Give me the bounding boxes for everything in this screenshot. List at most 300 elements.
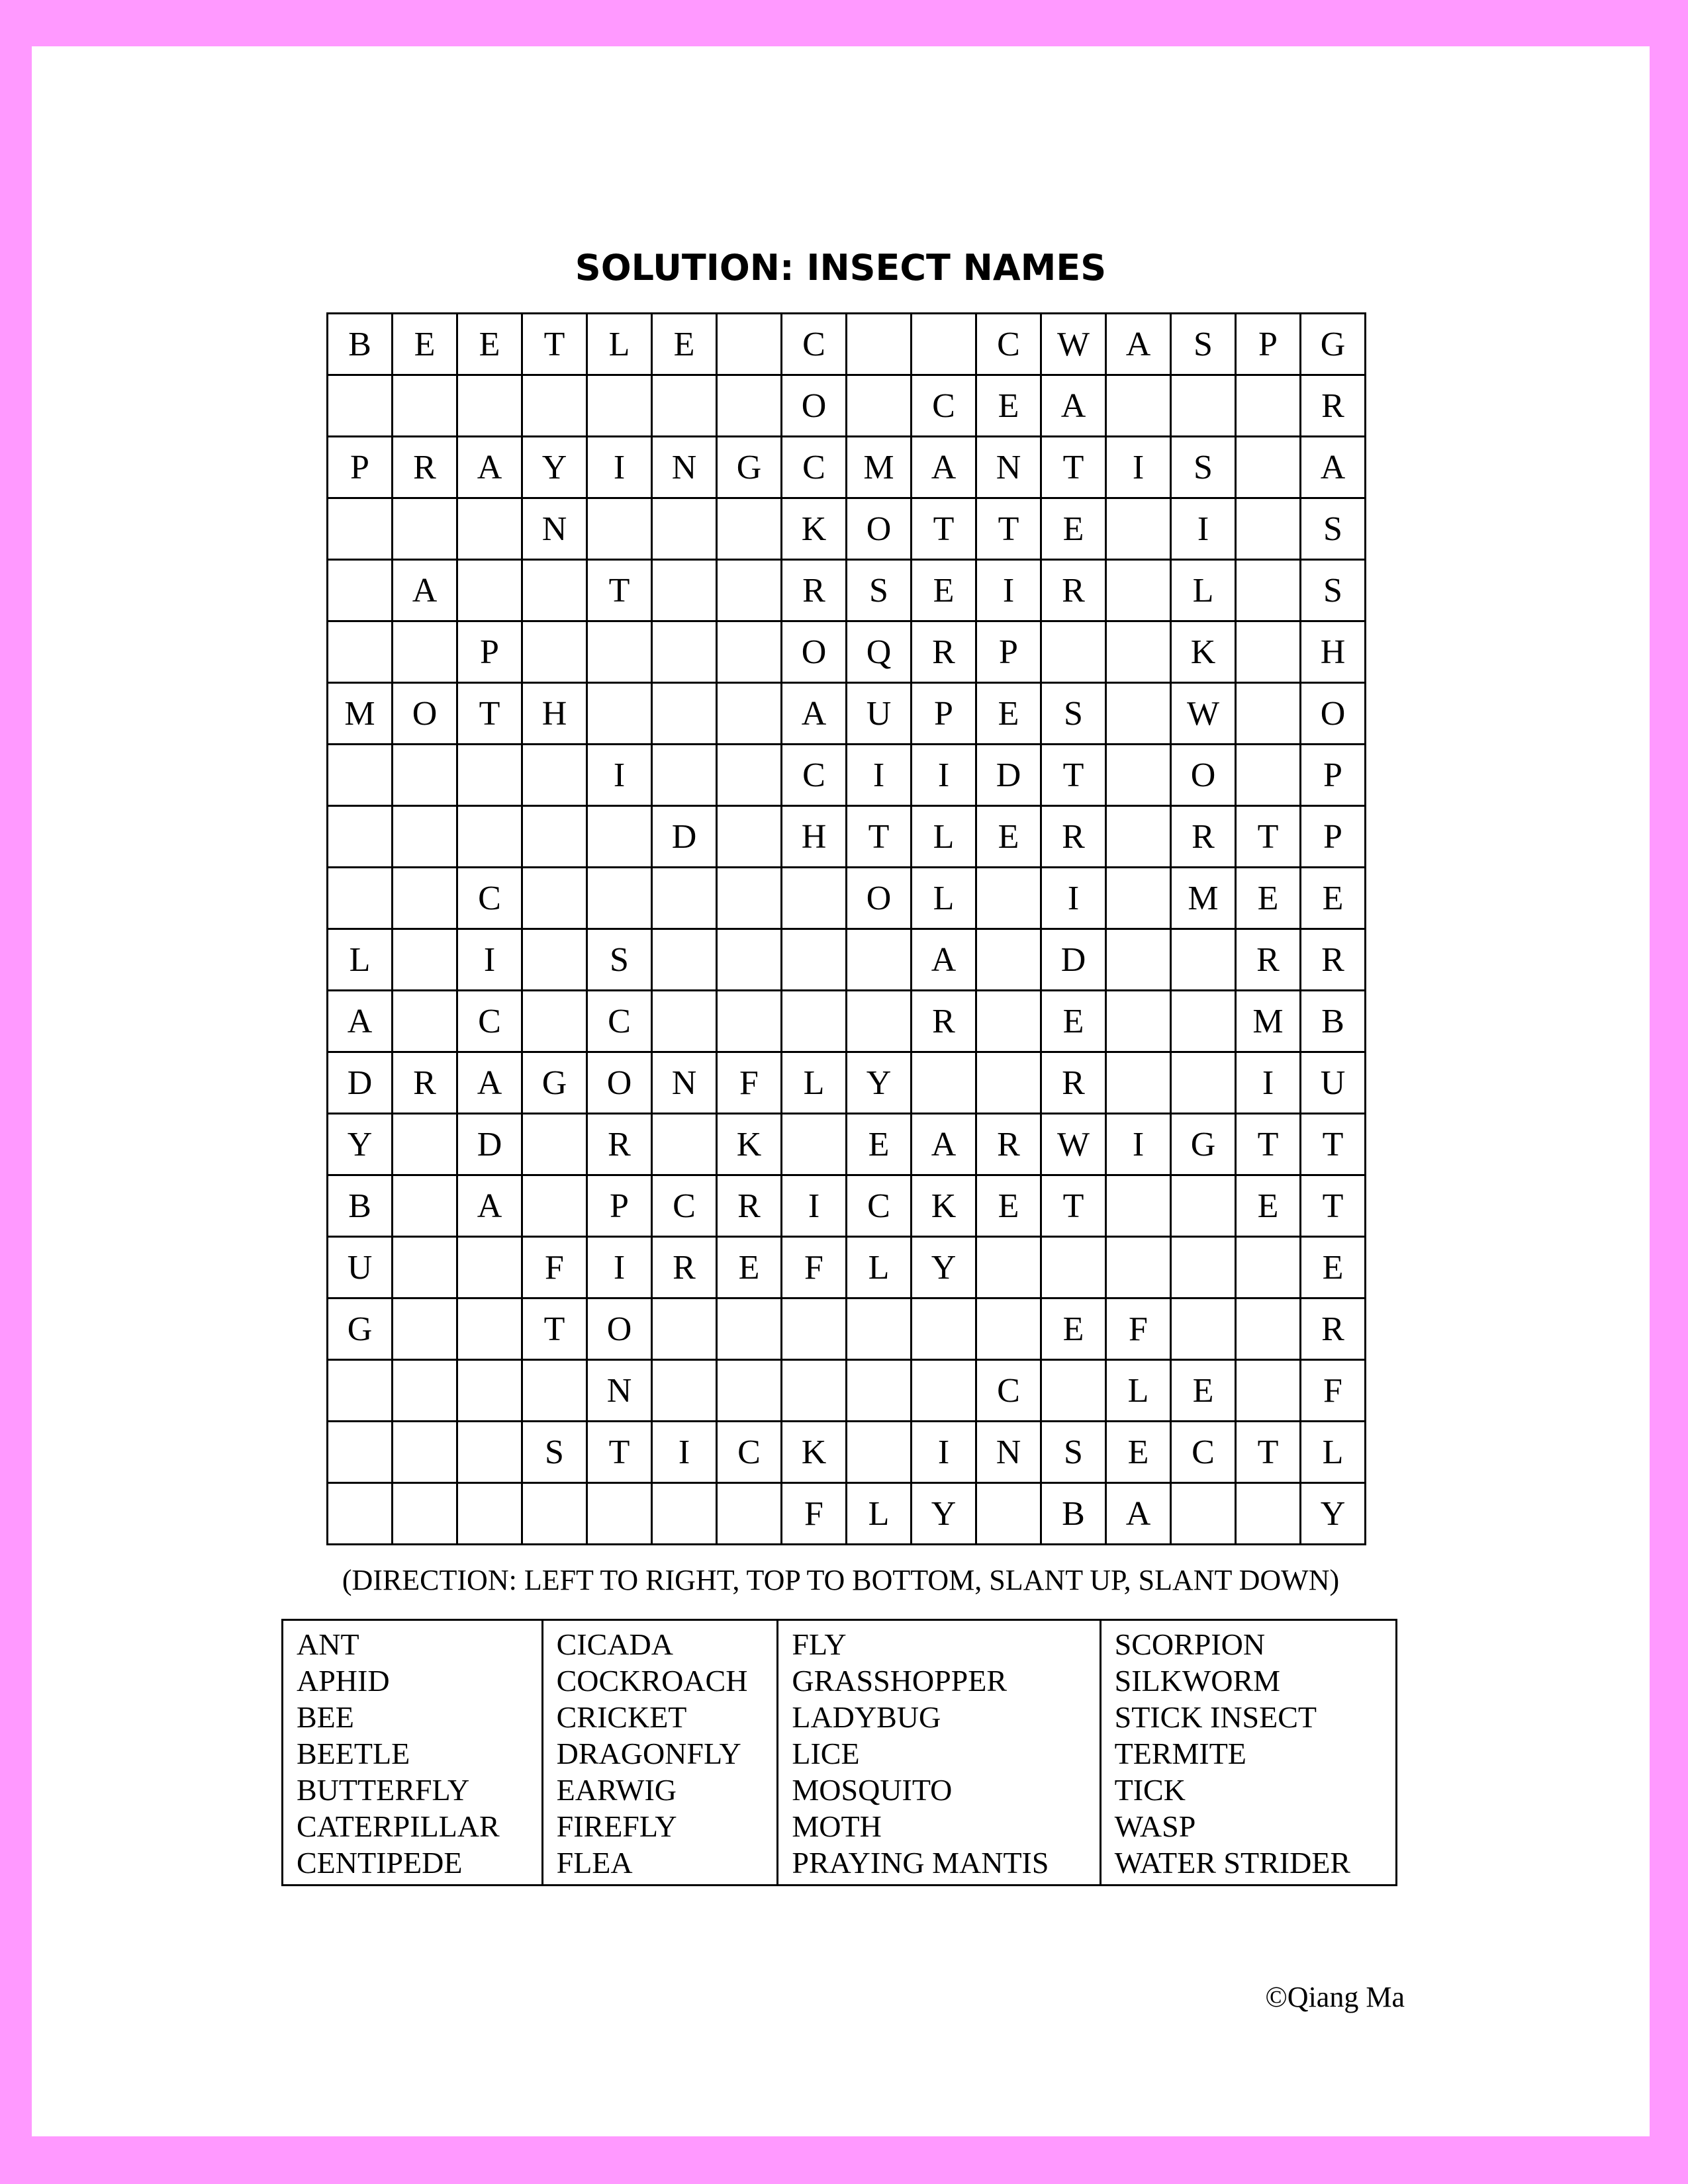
grid-cell: [328, 1483, 393, 1545]
grid-cell: H: [522, 683, 587, 745]
grid-cell: [457, 1360, 522, 1422]
grid-cell: N: [652, 1052, 717, 1114]
grid-cell: U: [847, 683, 912, 745]
grid-cell: [457, 1483, 522, 1545]
grid-cell: Q: [847, 621, 912, 683]
grid-cell: [457, 745, 522, 806]
word-item: BEETLE: [297, 1737, 410, 1770]
word-item: LADYBUG: [792, 1700, 941, 1734]
grid-cell: [912, 1298, 976, 1360]
grid-cell: [522, 560, 587, 621]
grid-cell: [652, 560, 717, 621]
grid-cell: I: [1106, 437, 1171, 498]
word-item: STICK INSECT: [1114, 1700, 1317, 1734]
grid-cell: R: [1041, 560, 1106, 621]
grid-cell: D: [457, 1114, 522, 1175]
grid-cell: C: [587, 991, 652, 1052]
grid-cell: [652, 621, 717, 683]
grid-cell: E: [1301, 1237, 1366, 1298]
grid-cell: C: [976, 1360, 1041, 1422]
grid-cell: M: [1236, 991, 1301, 1052]
grid-cell: W: [1041, 1114, 1106, 1175]
grid-cell: Y: [847, 1052, 912, 1114]
grid-cell: [393, 1298, 457, 1360]
word-column: [283, 1621, 543, 1884]
grid-cell: O: [587, 1298, 652, 1360]
grid-cell: S: [1041, 1422, 1106, 1483]
grid-cell: C: [782, 437, 847, 498]
grid-cell: S: [1301, 560, 1366, 621]
grid-cell: O: [587, 1052, 652, 1114]
grid-cell: S: [1301, 498, 1366, 560]
grid-cell: K: [782, 1422, 847, 1483]
grid-cell: [1236, 560, 1301, 621]
grid-cell: [587, 683, 652, 745]
grid-cell: [976, 1298, 1041, 1360]
grid-cell: K: [782, 498, 847, 560]
grid-cell: W: [1041, 314, 1106, 375]
grid-cell: [652, 1298, 717, 1360]
grid-cell: [847, 375, 912, 437]
grid-cell: R: [717, 1175, 782, 1237]
grid-cell: C: [976, 314, 1041, 375]
grid-row: [328, 314, 1366, 375]
grid-cell: T: [847, 806, 912, 868]
grid-cell: [328, 498, 393, 560]
grid-cell: G: [522, 1052, 587, 1114]
grid-cell: [1106, 1175, 1171, 1237]
grid-cell: D: [1041, 929, 1106, 991]
grid-cell: [976, 929, 1041, 991]
grid-cell: [976, 1052, 1041, 1114]
grid-cell: A: [1301, 437, 1366, 498]
grid-cell: E: [1041, 498, 1106, 560]
grid-cell: L: [782, 1052, 847, 1114]
grid-cell: [652, 1483, 717, 1545]
grid-cell: [717, 929, 782, 991]
grid-cell: [652, 498, 717, 560]
grid-cell: [457, 498, 522, 560]
grid-cell: [457, 1422, 522, 1483]
grid-cell: [652, 1114, 717, 1175]
grid-cell: Y: [1301, 1483, 1366, 1545]
grid-cell: [1106, 1052, 1171, 1114]
grid-cell: [393, 929, 457, 991]
grid-cell: I: [1236, 1052, 1301, 1114]
word-item: TICK: [1114, 1773, 1186, 1807]
grid-cell: B: [328, 314, 393, 375]
grid-cell: [522, 1175, 587, 1237]
grid-cell: [1171, 991, 1236, 1052]
word-item: FLEA: [556, 1846, 633, 1880]
word-item: DRAGONFLY: [556, 1737, 741, 1770]
grid-cell: E: [1171, 1360, 1236, 1422]
grid-cell: [1236, 683, 1301, 745]
grid-cell: [328, 621, 393, 683]
grid-cell: [587, 1483, 652, 1545]
grid-cell: [587, 868, 652, 929]
grid-cell: E: [652, 314, 717, 375]
grid-row: [328, 560, 1366, 621]
grid-cell: [1106, 375, 1171, 437]
grid-cell: S: [522, 1422, 587, 1483]
grid-cell: T: [1301, 1114, 1366, 1175]
grid-cell: [1171, 929, 1236, 991]
grid-cell: [1106, 498, 1171, 560]
grid-cell: [782, 991, 847, 1052]
grid-cell: E: [457, 314, 522, 375]
grid-cell: [1236, 1298, 1301, 1360]
grid-cell: [782, 1114, 847, 1175]
grid-cell: [652, 375, 717, 437]
word-item: WASP: [1114, 1809, 1196, 1843]
grid-cell: [652, 683, 717, 745]
grid-cell: R: [652, 1237, 717, 1298]
grid-cell: [1106, 991, 1171, 1052]
grid-cell: A: [328, 991, 393, 1052]
grid-cell: P: [976, 621, 1041, 683]
grid-cell: E: [976, 375, 1041, 437]
word-item: MOSQUITO: [792, 1773, 953, 1807]
grid-cell: [976, 991, 1041, 1052]
word-item: BUTTERFLY: [297, 1773, 470, 1807]
grid-cell: S: [1171, 437, 1236, 498]
word-item: SILKWORM: [1114, 1664, 1281, 1698]
grid-cell: [1041, 621, 1106, 683]
grid-cell: [522, 991, 587, 1052]
grid-cell: [393, 1237, 457, 1298]
grid-cell: T: [912, 498, 976, 560]
grid-cell: [1171, 1483, 1236, 1545]
grid-cell: C: [457, 991, 522, 1052]
grid-cell: [587, 375, 652, 437]
grid-cell: O: [782, 375, 847, 437]
grid-cell: N: [976, 437, 1041, 498]
grid-cell: R: [912, 991, 976, 1052]
word-item: CRICKET: [556, 1700, 687, 1734]
grid-cell: Y: [912, 1237, 976, 1298]
grid-cell: [976, 1237, 1041, 1298]
word-item: CENTIPEDE: [297, 1846, 463, 1880]
grid-cell: [328, 1360, 393, 1422]
grid-cell: A: [912, 1114, 976, 1175]
grid-cell: M: [847, 437, 912, 498]
grid-cell: O: [847, 868, 912, 929]
grid-cell: A: [1106, 314, 1171, 375]
grid-cell: E: [1236, 1175, 1301, 1237]
grid-cell: I: [912, 1422, 976, 1483]
grid-cell: N: [522, 498, 587, 560]
grid-cell: K: [1171, 621, 1236, 683]
grid-row: [328, 1298, 1366, 1360]
grid-row: [328, 621, 1366, 683]
grid-cell: S: [1171, 314, 1236, 375]
grid-cell: C: [717, 1422, 782, 1483]
word-list: [281, 1619, 1397, 1886]
word-item: MOTH: [792, 1809, 882, 1843]
grid-cell: T: [1301, 1175, 1366, 1237]
grid-cell: H: [1301, 621, 1366, 683]
grid-cell: [393, 498, 457, 560]
grid-cell: T: [1041, 745, 1106, 806]
word-item: TERMITE: [1114, 1737, 1246, 1770]
grid-row: [328, 806, 1366, 868]
grid-cell: S: [1041, 683, 1106, 745]
grid-cell: [522, 1360, 587, 1422]
grid-row: [328, 1114, 1366, 1175]
grid-cell: A: [1041, 375, 1106, 437]
word-item: PRAYING MANTIS: [792, 1846, 1049, 1880]
grid-cell: [522, 929, 587, 991]
grid-cell: [847, 991, 912, 1052]
grid-cell: B: [328, 1175, 393, 1237]
grid-cell: I: [457, 929, 522, 991]
word-item: GRASSHOPPER: [792, 1664, 1008, 1698]
grid-cell: C: [457, 868, 522, 929]
grid-cell: E: [1236, 868, 1301, 929]
grid-cell: A: [457, 1175, 522, 1237]
grid-cell: S: [587, 929, 652, 991]
grid-cell: C: [1171, 1422, 1236, 1483]
grid-cell: [717, 560, 782, 621]
grid-cell: [782, 1298, 847, 1360]
grid-cell: [652, 868, 717, 929]
grid-cell: [1171, 1175, 1236, 1237]
grid-cell: E: [393, 314, 457, 375]
grid-cell: [847, 314, 912, 375]
word-column: [1102, 1621, 1395, 1884]
grid-cell: [1106, 560, 1171, 621]
grid-cell: L: [847, 1483, 912, 1545]
grid-cell: [328, 745, 393, 806]
grid-row: [328, 1422, 1366, 1483]
grid-cell: [1106, 806, 1171, 868]
grid-cell: D: [976, 745, 1041, 806]
grid-cell: R: [1041, 1052, 1106, 1114]
grid-cell: [1106, 683, 1171, 745]
grid-cell: [522, 1114, 587, 1175]
grid-cell: A: [1106, 1483, 1171, 1545]
grid-cell: [393, 1422, 457, 1483]
grid-cell: A: [782, 683, 847, 745]
grid-cell: I: [1041, 868, 1106, 929]
grid-cell: W: [1171, 683, 1236, 745]
word-item: LICE: [792, 1737, 860, 1770]
word-item: FIREFLY: [556, 1809, 677, 1843]
grid-row: [328, 683, 1366, 745]
grid-cell: E: [1301, 868, 1366, 929]
grid-cell: [1236, 1483, 1301, 1545]
grid-cell: P: [457, 621, 522, 683]
grid-cell: [652, 991, 717, 1052]
grid-cell: L: [912, 868, 976, 929]
grid-cell: P: [912, 683, 976, 745]
grid-cell: C: [652, 1175, 717, 1237]
grid-cell: [717, 683, 782, 745]
grid-cell: [393, 1483, 457, 1545]
grid-cell: [912, 1360, 976, 1422]
grid-cell: [717, 868, 782, 929]
grid-cell: [1041, 1360, 1106, 1422]
word-item: CATERPILLAR: [297, 1809, 500, 1843]
letter-grid: [326, 312, 1366, 1545]
grid-cell: R: [976, 1114, 1041, 1175]
grid-row: [328, 868, 1366, 929]
grid-cell: P: [1301, 745, 1366, 806]
word-column: [543, 1621, 779, 1884]
grid-cell: R: [782, 560, 847, 621]
grid-cell: F: [522, 1237, 587, 1298]
grid-cell: [1236, 621, 1301, 683]
grid-cell: L: [328, 929, 393, 991]
grid-cell: [1236, 1237, 1301, 1298]
grid-cell: A: [457, 1052, 522, 1114]
grid-cell: [717, 745, 782, 806]
grid-cell: [522, 375, 587, 437]
page-title: SOLUTION: INSECT NAMES: [575, 247, 1107, 289]
grid-cell: R: [1301, 375, 1366, 437]
grid-cell: [522, 868, 587, 929]
grid-cell: [652, 745, 717, 806]
grid-cell: A: [912, 437, 976, 498]
grid-cell: [1171, 1052, 1236, 1114]
grid-cell: [328, 1422, 393, 1483]
grid-cell: [1236, 498, 1301, 560]
grid-row: [328, 745, 1366, 806]
grid-row: [328, 1175, 1366, 1237]
grid-cell: R: [912, 621, 976, 683]
grid-cell: T: [1041, 1175, 1106, 1237]
grid-cell: T: [1236, 1422, 1301, 1483]
grid-cell: [976, 1483, 1041, 1545]
grid-cell: A: [912, 929, 976, 991]
grid-cell: F: [782, 1237, 847, 1298]
grid-cell: T: [1236, 806, 1301, 868]
grid-cell: [1236, 375, 1301, 437]
grid-cell: I: [847, 745, 912, 806]
grid-row: [328, 929, 1366, 991]
grid-cell: H: [782, 806, 847, 868]
grid-cell: A: [457, 437, 522, 498]
grid-cell: [717, 1298, 782, 1360]
grid-cell: [457, 806, 522, 868]
grid-cell: E: [976, 1175, 1041, 1237]
grid-cell: [1171, 1237, 1236, 1298]
grid-cell: [1041, 1237, 1106, 1298]
grid-cell: T: [587, 1422, 652, 1483]
grid-cell: T: [522, 1298, 587, 1360]
grid-cell: [717, 314, 782, 375]
word-item: SCORPION: [1114, 1627, 1266, 1661]
grid-cell: I: [652, 1422, 717, 1483]
grid-cell: [457, 1298, 522, 1360]
grid-cell: P: [328, 437, 393, 498]
grid-cell: [587, 806, 652, 868]
grid-cell: C: [782, 745, 847, 806]
grid-cell: E: [1041, 991, 1106, 1052]
grid-cell: [328, 806, 393, 868]
word-item: BEE: [297, 1700, 354, 1734]
grid-cell: M: [328, 683, 393, 745]
grid-cell: [1171, 1298, 1236, 1360]
grid-cell: E: [717, 1237, 782, 1298]
grid-cell: F: [1106, 1298, 1171, 1360]
grid-cell: R: [393, 1052, 457, 1114]
grid-cell: G: [328, 1298, 393, 1360]
grid-cell: [1106, 1237, 1171, 1298]
grid-cell: C: [912, 375, 976, 437]
grid-cell: R: [393, 437, 457, 498]
grid-cell: R: [1171, 806, 1236, 868]
grid-cell: [847, 1422, 912, 1483]
grid-cell: R: [1041, 806, 1106, 868]
grid-cell: I: [1106, 1114, 1171, 1175]
grid-cell: [1106, 868, 1171, 929]
grid-cell: [457, 1237, 522, 1298]
word-item: APHID: [297, 1664, 390, 1698]
grid-row: [328, 375, 1366, 437]
grid-cell: [717, 1360, 782, 1422]
grid-cell: E: [912, 560, 976, 621]
grid-cell: L: [1301, 1422, 1366, 1483]
grid-cell: P: [1236, 314, 1301, 375]
grid-cell: F: [717, 1052, 782, 1114]
grid-cell: B: [1041, 1483, 1106, 1545]
grid-cell: [522, 1483, 587, 1545]
grid-cell: [717, 621, 782, 683]
grid-cell: O: [393, 683, 457, 745]
grid-cell: Y: [912, 1483, 976, 1545]
grid-cell: [847, 1298, 912, 1360]
grid-cell: F: [782, 1483, 847, 1545]
word-item: WATER STRIDER: [1114, 1846, 1351, 1880]
grid-cell: T: [976, 498, 1041, 560]
grid-row: [328, 498, 1366, 560]
grid-cell: P: [587, 1175, 652, 1237]
grid-row: [328, 991, 1366, 1052]
grid-cell: A: [393, 560, 457, 621]
worksheet-page: [32, 46, 1650, 2136]
grid-cell: O: [782, 621, 847, 683]
grid-cell: [522, 806, 587, 868]
grid-cell: I: [587, 1237, 652, 1298]
grid-cell: G: [1171, 1114, 1236, 1175]
grid-cell: U: [328, 1237, 393, 1298]
grid-cell: N: [587, 1360, 652, 1422]
grid-cell: L: [847, 1237, 912, 1298]
grid-cell: [393, 375, 457, 437]
grid-cell: U: [1301, 1052, 1366, 1114]
grid-cell: [1106, 929, 1171, 991]
word-item: ANT: [297, 1627, 359, 1661]
grid-cell: B: [1301, 991, 1366, 1052]
grid-cell: C: [782, 314, 847, 375]
grid-cell: [393, 621, 457, 683]
grid-cell: [393, 806, 457, 868]
grid-row: [328, 437, 1366, 498]
grid-cell: E: [847, 1114, 912, 1175]
grid-cell: [393, 745, 457, 806]
grid-cell: D: [328, 1052, 393, 1114]
direction-note: (DIRECTION: LEFT TO RIGHT, TOP TO BOTTOM, SLANT UP, SLANT DOWN): [342, 1564, 1340, 1596]
grid-cell: [328, 560, 393, 621]
grid-cell: [1171, 375, 1236, 437]
grid-cell: [393, 991, 457, 1052]
grid-cell: [847, 929, 912, 991]
grid-cell: I: [782, 1175, 847, 1237]
grid-cell: [717, 1483, 782, 1545]
grid-cell: F: [1301, 1360, 1366, 1422]
